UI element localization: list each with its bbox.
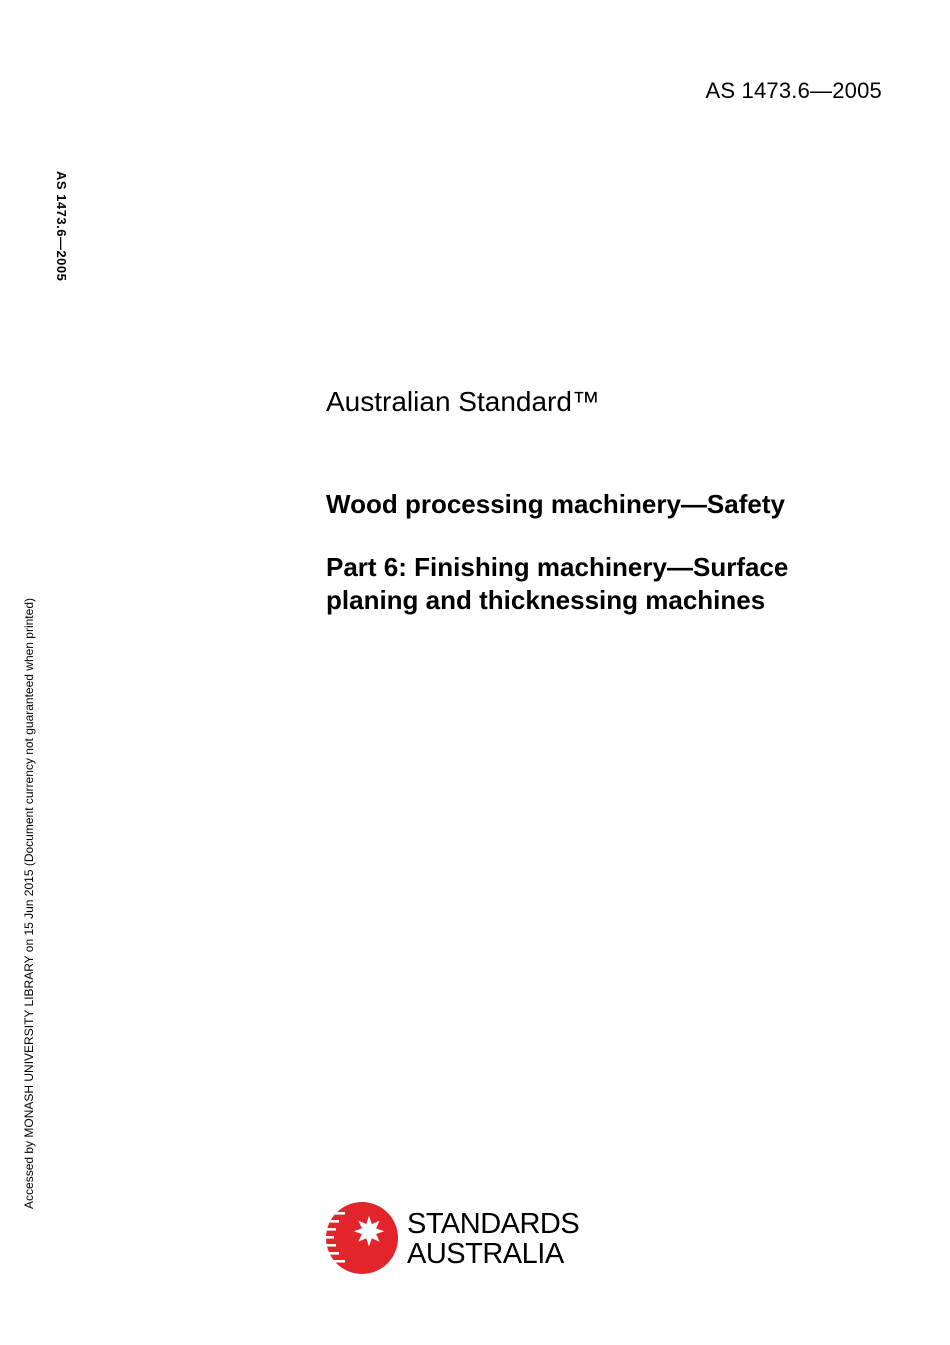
logo-wordmark bbox=[407, 1209, 579, 1269]
logo-line-1: STANDARDS bbox=[407, 1208, 580, 1240]
access-note: Accessed by MONASH UNIVERSITY LIBRARY on 15 Jun 2015 (Document currency not guaranteed when printed) bbox=[22, 598, 36, 1209]
standards-australia-logo bbox=[325, 1201, 585, 1275]
part-title-line-2: planing and thicknessing machines bbox=[326, 585, 766, 615]
star-in-globe-icon bbox=[325, 1201, 399, 1275]
standard-type: Australian Standard™ bbox=[326, 386, 600, 417]
document-number: AS 1473.6—2005 bbox=[705, 78, 882, 103]
logo-line-2: AUSTRALIA bbox=[407, 1238, 564, 1270]
document-part-title bbox=[326, 551, 906, 617]
document-title: Wood processing machinery—Safety bbox=[326, 489, 785, 519]
part-title-line-1: Part 6: Finishing machinery—Surface bbox=[326, 552, 789, 582]
spine-label: AS 1473.6—2005 bbox=[54, 171, 69, 282]
